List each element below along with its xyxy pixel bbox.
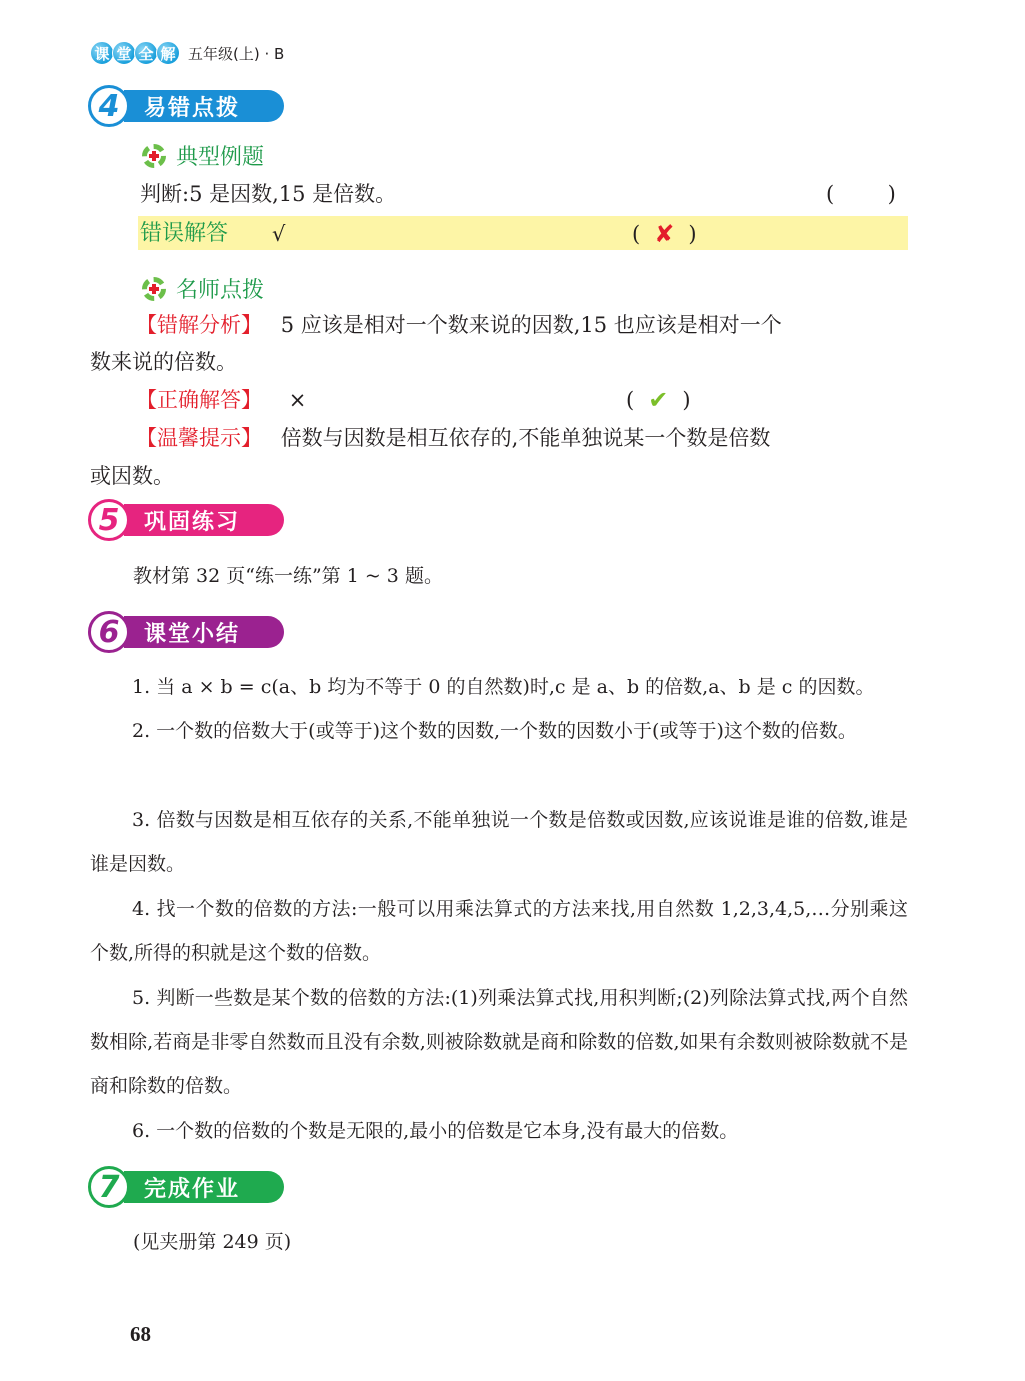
tip-line-1: [136, 420, 770, 456]
section-number-badge: 6: [88, 611, 130, 653]
paren-close: ): [688, 222, 697, 246]
correct-answer-line: [136, 382, 306, 418]
summary-item-6: 6. 一个数的倍数的个数是无限的,最小的倍数是它本身,没有最大的倍数。: [132, 1120, 739, 1142]
wrong-answer-mark: [632, 216, 697, 252]
section-4-heading: [88, 84, 284, 128]
correct-answer-tag: 【正确解答】: [136, 388, 262, 412]
wrong-answer-label: 错误解答: [140, 221, 229, 246]
section-number-badge: 5: [88, 499, 130, 541]
brand-logo: [90, 41, 178, 65]
teacher-tips-subheading: [140, 273, 264, 304]
analysis-tag: 【错解分析】: [136, 313, 262, 337]
tip-line-2: 或因数。: [90, 464, 174, 488]
example-subheading: [140, 140, 264, 171]
recycle-cross-icon: [140, 275, 168, 303]
analysis-line-2: 数来说的倍数。: [90, 350, 237, 374]
page-header: [90, 38, 284, 68]
analysis-line-1: [136, 307, 782, 343]
grade-label: 五年级(上) · B: [188, 44, 285, 63]
recycle-cross-icon: [140, 142, 168, 170]
example-title: 典型例题: [176, 145, 265, 170]
brand-char: 解: [156, 41, 180, 65]
practice-text: 教材第 32 页“练一练”第 1 ~ 3 题。: [133, 565, 443, 587]
section-number-badge: 7: [88, 1166, 130, 1208]
paren-open: (: [626, 388, 635, 412]
tip-tag: 【温馨提示】: [136, 426, 262, 450]
wrong-answer-highlight: [138, 216, 908, 250]
check-mark-icon: ✔: [648, 386, 669, 414]
homework-text: (见夹册第 249 页): [133, 1231, 292, 1253]
summary-item-3: 3. 倍数与因数是相互依存的关系,不能单独说一个数是倍数或因数,应该说谁是谁的倍数,谁是谁是因数。: [90, 809, 908, 875]
paren-close: ): [682, 388, 691, 412]
correct-answer-mark: [626, 382, 691, 418]
brand-char: 堂: [112, 41, 136, 65]
summary-item-5: 5. 判断一些数是某个数的倍数的方法:(1)列乘法算式找,用积判断;(2)列除法算式找,两个自然数相除,若商是非零自然数而且没有余数,则被除数就是商和除数的倍数,如果有余数则被除数就不是商和除数的倍数。: [90, 987, 908, 1097]
brand-char: 全: [134, 41, 158, 65]
cross-mark-icon: ✘: [654, 220, 675, 248]
summary-item-2: 2. 一个数的倍数大于(或等于)这个数的因数,一个数的因数小于(或等于)这个数的倍数。: [132, 720, 857, 742]
brand-char: 课: [90, 41, 114, 65]
section-number-badge: 4: [88, 85, 130, 127]
summary-item-4: 4. 找一个数的倍数的方法:一般可以用乘法算式的方法来找,用自然数 1,2,3,4,5,…分别乘这个数,所得的积就是这个数的倍数。: [90, 898, 908, 964]
section-title: 巩固练习: [124, 504, 284, 536]
paren-open: (: [632, 222, 641, 246]
answer-paren: ( ): [826, 182, 896, 206]
summary-item-1: 1. 当 a × b = c(a、b 均为不等于 0 的自然数)时,c 是 a、b 的倍数,a、b 是 c 的因数。: [132, 676, 875, 698]
section-title: 课堂小结: [124, 616, 284, 648]
section-5-heading: [88, 498, 284, 542]
analysis-text: 5 应该是相对一个数来说的因数,15 也应该是相对一个: [280, 313, 782, 337]
page-number: 68: [130, 1322, 151, 1346]
tip-text: 倍数与因数是相互依存的,不能单独说某一个数是倍数: [280, 426, 771, 450]
correct-answer-value: ×: [288, 388, 307, 412]
wrong-answer-value: √: [272, 222, 286, 246]
section-6-heading: [88, 610, 284, 654]
section-title: 完成作业: [124, 1171, 284, 1203]
teacher-tips-title: 名师点拨: [176, 278, 265, 303]
section-7-heading: [88, 1165, 284, 1209]
question-text: 判断:5 是因数,15 是倍数。: [140, 182, 397, 206]
section-title: 易错点拨: [124, 90, 284, 122]
